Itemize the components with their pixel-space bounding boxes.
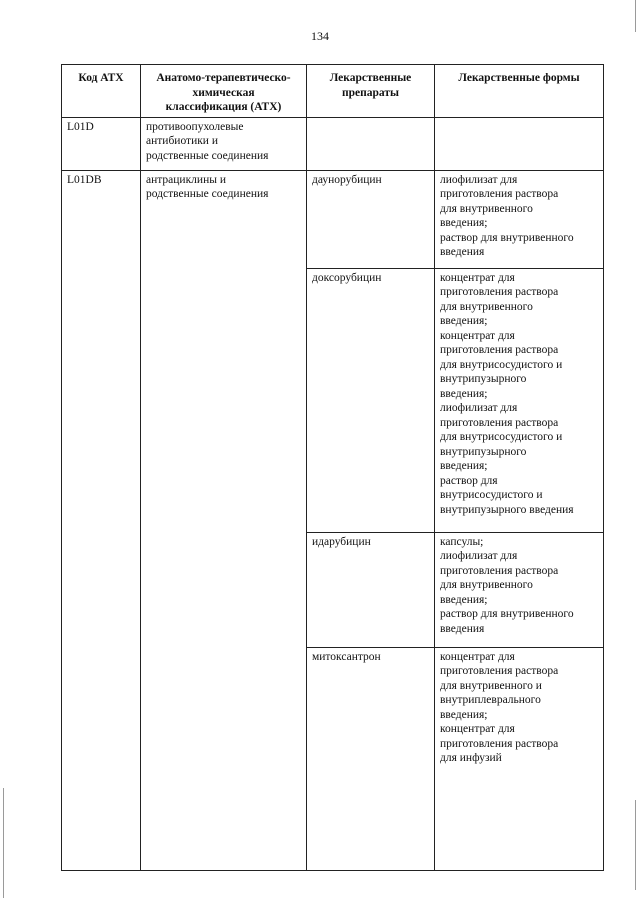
cell-line: антрациклины и: [146, 173, 226, 186]
cell-line: введения;: [440, 315, 488, 327]
scan-edge-right-top: [635, 0, 636, 32]
cell-line: внутриплеврального: [440, 694, 541, 706]
cell-line: концентрат для: [440, 271, 515, 284]
cell-line: концентрат для: [440, 723, 515, 735]
cell-line: раствор для внутривенного: [440, 608, 574, 620]
atc-code-cell: L01D: [62, 117, 141, 170]
header-line: препараты: [342, 86, 399, 99]
cell-line: приготовления раствора: [440, 188, 559, 200]
cell-line: родственные соединения: [146, 149, 269, 162]
forms-cell: [435, 647, 604, 870]
cell-line: для инфузий: [440, 752, 502, 764]
atc-table: [61, 64, 604, 871]
cell-line: приготовления раствора: [440, 286, 559, 298]
cell-line: введения;: [440, 217, 488, 229]
cell-line: введения;: [440, 708, 488, 721]
scan-edge-right-bottom: [635, 800, 636, 890]
cell-line: для внутривенного и: [440, 679, 542, 692]
header-line: Лекарственные: [329, 72, 412, 84]
header-line: Код АТХ: [78, 72, 124, 84]
cell-line: капсулы;: [440, 535, 484, 548]
cell-line: введения;: [440, 460, 488, 472]
cell-line: приготовления раствора: [440, 737, 559, 750]
cell-line: лиофилизат для: [440, 173, 518, 186]
cell-line: концентрат для: [440, 329, 515, 342]
drug-name-cell: митоксантрон: [307, 647, 435, 870]
table-row-group: [62, 117, 604, 170]
cell-line: внутрисосудистого и: [440, 489, 543, 501]
cell-line: раствор для: [440, 474, 498, 487]
forms-cell: [435, 532, 604, 647]
cell-line: приготовления раствора: [440, 344, 559, 356]
cell-line: для внутрисосудистого и: [440, 358, 563, 371]
drug-cell-empty: [307, 117, 435, 170]
atc-code-cell: L01DB: [62, 170, 141, 870]
cell-line: внутрипузырного введения: [440, 503, 574, 516]
header-line: Лекарственные формы: [458, 72, 580, 84]
drug-name-cell: даунорубицин: [307, 170, 435, 268]
cell-line: введения: [440, 246, 485, 258]
scan-edge-left: [3, 788, 4, 898]
cell-line: для внутривенного: [440, 579, 533, 591]
header-row: [62, 65, 604, 118]
cell-line: приготовления раствора: [440, 564, 559, 577]
cell-line: для внутривенного: [440, 300, 533, 313]
cell-line: введения;: [440, 387, 488, 400]
forms-cell: [435, 268, 604, 532]
header-drugs: [307, 65, 435, 118]
cell-line: лиофилизат для: [440, 550, 518, 562]
cell-line: для внутрисосудистого и: [440, 431, 563, 443]
cell-line: введения;: [440, 593, 488, 606]
header-forms: [435, 65, 604, 118]
cell-line: концентрат для: [440, 650, 515, 663]
cell-line: внутрипузырного: [440, 445, 527, 458]
cell-line: внутрипузырного: [440, 373, 527, 385]
cell-line: антибиотики и: [146, 135, 218, 147]
header-code: [62, 65, 141, 118]
header-classification: [141, 65, 307, 118]
table-row: [62, 170, 604, 268]
forms-cell: [435, 170, 604, 268]
page-number: 134: [311, 29, 329, 43]
cell-line: приготовления раствора: [440, 416, 559, 429]
drug-name-cell: идарубицин: [307, 532, 435, 647]
header-line: классификация (АТХ): [165, 101, 282, 113]
cell-line: родственные соединения: [146, 188, 269, 200]
header-line: химическая: [192, 86, 255, 99]
classification-cell: [141, 117, 307, 170]
cell-line: приготовления раствора: [440, 665, 559, 677]
drug-name-cell: доксорубицин: [307, 268, 435, 532]
cell-line: раствор для внутривенного: [440, 231, 574, 244]
forms-cell-empty: [435, 117, 604, 170]
classification-cell: [141, 170, 307, 870]
cell-line: введения: [440, 622, 485, 635]
cell-line: для внутривенного: [440, 202, 533, 215]
cell-line: противоопухолевые: [146, 120, 244, 133]
cell-line: лиофилизат для: [440, 402, 518, 414]
header-line: Анатомо-терапевтическо-: [156, 72, 291, 84]
